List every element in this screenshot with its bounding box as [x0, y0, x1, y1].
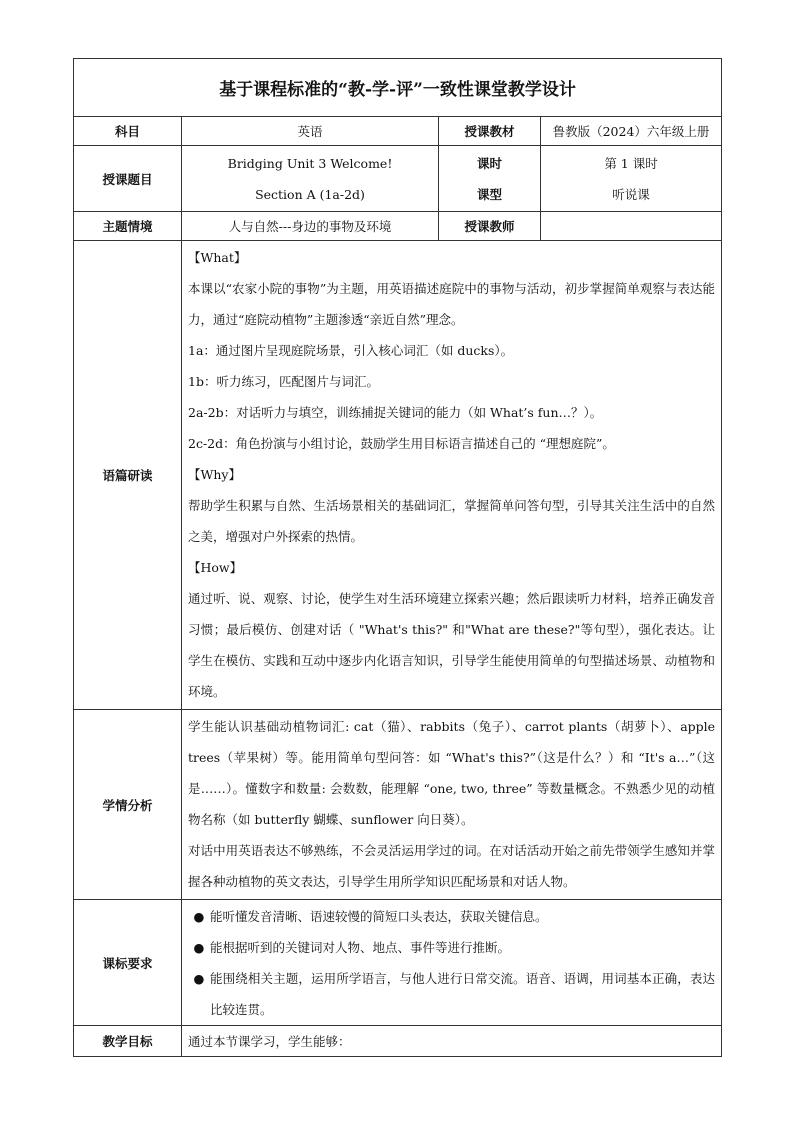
type-value: 听说课: [612, 186, 650, 202]
text-study-content: [182, 241, 722, 710]
step-2c-2d: 2c-2d：角色扮演与小组讨论，鼓励学生用目标语言描述自己的 “理想庭院”。: [188, 436, 615, 451]
learner-paragraph-2: 对话中用英语表达不够熟练，不会灵活运用学过的词。在对话活动开始之前先带领学生感知并掌握各种动植物的英文表达，引导学生用所学知识匹配场景和对话人物。: [188, 843, 716, 889]
type-label: 课型: [476, 186, 502, 202]
step-1b: 1b：听力练习，匹配图片与词汇。: [188, 374, 379, 389]
learner-analysis-content: [182, 710, 722, 900]
teacher-value: [541, 212, 722, 241]
period-value: 第 1 课时: [604, 155, 658, 171]
topic-label: 授课题目: [74, 146, 182, 212]
period-type-labels: [439, 146, 541, 212]
topic-line-2: Section A (1a-2d): [255, 186, 365, 202]
why-paragraph: 帮助学生积累与自然、生活场景相关的基础词汇，掌握简单问答句型，引导其关注生活中的自然之美，增强对户外探索的热情。: [188, 498, 716, 544]
subject-value: 英语: [182, 117, 439, 146]
bullet-icon: ●: [193, 909, 205, 924]
standard-text-2: 能根据听到的关键词对人物、地点、事件等进行推断。: [210, 940, 511, 955]
subject-label: 科目: [74, 117, 182, 146]
period-label: 课时: [476, 155, 502, 171]
learner-paragraph-1: 学生能认识基础动植物词汇: cat（猫）、rabbits（兔子）、carrot plants（胡萝卜）、apple trees（苹果树）等。能用简单句型问答：如 “What's this?”（这是什么？）和 “It's a…”（这是……）。懂数字和数量: 会数数，能理解 “one, two, three” 等数量概念。不熟悉少见的动植物名称（如 butterfly 蝴蝶、sunflower 向日葵）。: [188, 719, 716, 827]
standards-label: 课标要求: [74, 900, 182, 1026]
step-2a-2b: 2a-2b：对话听力与填空，训练捕捉关键词的能力（如 What’s fun…？）。: [188, 405, 603, 420]
standard-text-3: 能围绕相关主题，运用所学语言，与他人进行日常交流。语音、语调，用词基本正确，表达比较连贯。: [210, 971, 716, 1017]
why-heading: 【Why】: [188, 467, 241, 482]
standard-item: [188, 963, 715, 1025]
how-heading: 【How】: [188, 560, 243, 575]
objectives-label: 教学目标: [74, 1026, 182, 1057]
text-study-label: 语篇研读: [74, 241, 182, 710]
topic-value: [182, 146, 439, 212]
standard-item: [188, 901, 715, 932]
bullet-icon: ●: [193, 971, 205, 986]
document-title: 基于课程标准的“教-学-评”一致性课堂教学设计: [74, 59, 722, 117]
teacher-label: 授课教师: [439, 212, 541, 241]
lesson-plan-table: [73, 58, 722, 1057]
textbook-value: 鲁教版（2024）六年级上册: [541, 117, 722, 146]
step-1a: 1a：通过图片呈现庭院场景，引入核心词汇（如 ducks）。: [188, 343, 514, 358]
how-paragraph: 通过听、说、观察、讨论，使学生对生活环境建立探索兴趣；然后跟读听力材料，培养正确发音习惯；最后模仿、创建对话（ "What's this?" 和"What are these?"等句型），强化表达。让学生在模仿、实践和互动中逐步内化语言知识，引导学生能使用简单的句型描述场景、动植物和环境。: [188, 591, 716, 699]
what-paragraph: 本课以“农家小院的事物”为主题，用英语描述庭院中的事物与活动，初步掌握简单观察与表达能力，通过“庭院动植物”主题渗透“亲近自然”理念。: [188, 281, 716, 327]
standards-content: [182, 900, 722, 1026]
textbook-label: 授课教材: [439, 117, 541, 146]
theme-value: 人与自然---身边的事物及环境: [182, 212, 439, 241]
topic-line-1: Bridging Unit 3 Welcome!: [227, 155, 393, 171]
theme-label: 主题情境: [74, 212, 182, 241]
objectives-intro: 通过本节课学习，学生能够：: [182, 1026, 722, 1057]
period-type-values: [541, 146, 722, 212]
standard-text-1: 能听懂发音清晰、语速较慢的简短口头表达，获取关键信息。: [210, 909, 548, 924]
standard-item: [188, 932, 715, 963]
bullet-icon: ●: [193, 940, 205, 955]
what-heading: 【What】: [188, 250, 247, 265]
learner-analysis-label: 学情分析: [74, 710, 182, 900]
